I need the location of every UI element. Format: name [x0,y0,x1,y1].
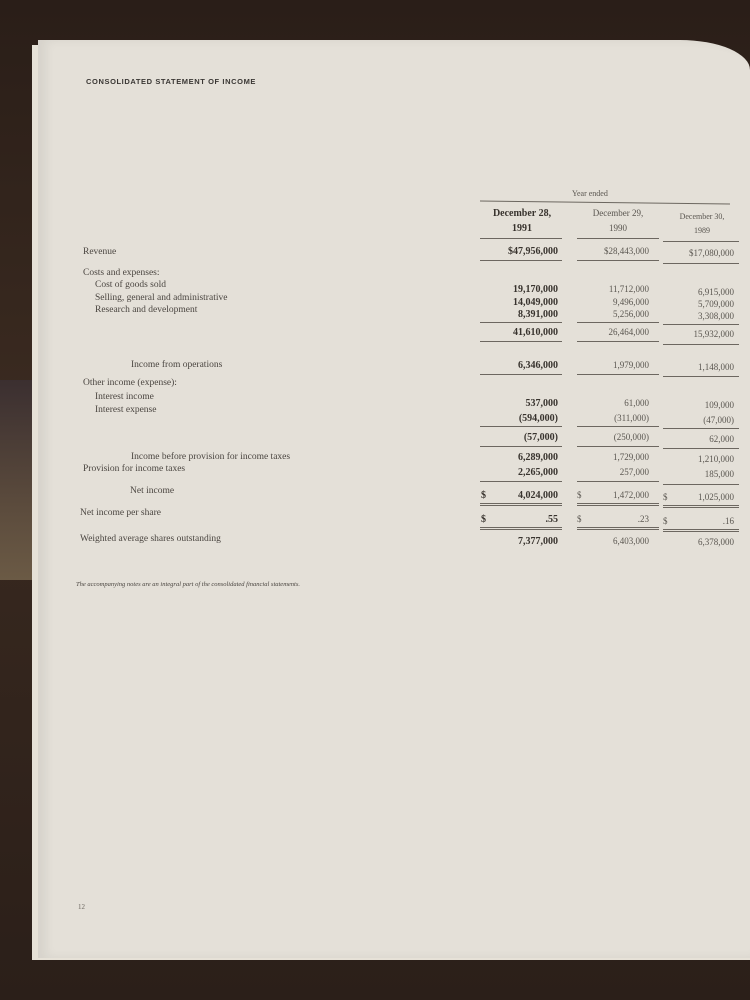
total-costs-1989: 15,932,000 [693,329,734,339]
eps-1989: .16 [722,516,734,526]
net-income-currency-3: $ [663,492,668,502]
total-costs-1991: 41,610,000 [513,327,558,338]
other-total-rule-2 [577,446,659,447]
income-before-tax-1989: 1,210,000 [698,454,734,464]
row-label-income-ops: Income from operations [131,360,223,370]
income-ops-1989: 1,148,000 [698,362,734,372]
other-total-rule-3 [663,448,739,449]
revenue-1990: $28,443,000 [604,246,649,256]
income-before-tax-1991: 6,289,000 [518,452,558,463]
eps-double-rule-2 [577,527,659,530]
row-label-shares: Weighted average shares outstanding [80,534,221,544]
row-label-revenue: Revenue [83,247,117,257]
row-label-sga: Selling, general and administrative [95,293,228,303]
column-1-year: 1991 [512,223,532,234]
row-label-eps: Net income per share [80,508,161,518]
footnote: The accompanying notes are an integral part of the consolidated financial statements. [76,581,300,588]
row-label-income-before-tax: Income before provision for income taxes [131,452,291,462]
column-3-date: December 30, [679,212,725,221]
net-income-currency-2: $ [577,490,582,500]
row-label-rnd: Research and development [95,305,198,315]
total-costs-rule-3 [663,344,739,345]
revenue-rule-1 [480,260,562,261]
net-income-double-rule-2 [577,503,659,506]
row-label-other-header: Other income (expense): [83,378,177,388]
tax-rule-1 [480,481,562,482]
page-title: CONSOLIDATED STATEMENT OF INCOME [86,77,257,86]
net-income-1990: 1,472,000 [613,490,649,500]
income-ops-1991: 6,346,000 [518,360,558,371]
interest-expense-1990: (311,000) [614,413,649,423]
tax-1989: 185,000 [704,469,734,479]
interest-rule-3 [663,428,739,429]
rnd-1991: 8,391,000 [518,309,558,320]
shares-1991: 7,377,000 [518,536,558,547]
cogs-1991: 19,170,000 [513,284,558,295]
row-label-cogs: Cost of goods sold [95,280,166,290]
net-income-double-rule-3 [663,505,739,508]
eps-currency-1: $ [481,514,486,525]
rnd-1990: 5,256,000 [613,309,649,319]
period-header: Year ended [572,189,608,198]
interest-income-1990: 61,000 [624,398,649,408]
page-number: 12 [78,903,85,911]
costs-rule-3 [663,324,739,325]
shares-1990: 6,403,000 [613,536,649,546]
row-label-net-income: Net income [130,486,175,496]
other-total-1991: (57,000) [523,432,558,443]
interest-expense-1989: (47,000) [703,415,734,425]
cogs-1990: 11,712,000 [608,284,649,294]
sga-1989: 5,709,000 [698,299,734,309]
tax-1990: 257,000 [619,467,649,477]
revenue-1991: $47,956,000 [508,246,558,257]
row-label-interest-income: Interest income [95,392,154,402]
interest-income-1991: 537,000 [525,398,558,409]
ops-rule-1 [480,374,562,375]
net-income-1991: 4,024,000 [518,490,558,501]
table-surface [0,380,34,580]
total-costs-1990: 26,464,000 [608,327,649,337]
eps-currency-2: $ [577,514,582,524]
row-label-tax: Provision for income taxes [83,464,186,474]
net-income-double-rule-1 [480,503,562,506]
col1-header-rule [480,238,562,239]
income-before-tax-1990: 1,729,000 [613,452,649,462]
ops-rule-2 [577,374,659,375]
rnd-1989: 3,308,000 [698,311,734,321]
costs-rule-1 [480,322,562,323]
tax-rule-3 [663,484,739,485]
cogs-1989: 6,915,000 [698,287,734,297]
eps-double-rule-3 [663,529,739,532]
sga-1991: 14,049,000 [513,297,558,308]
column-1-date: December 28, [492,208,552,219]
col3-header-rule [663,241,739,242]
eps-1990: .23 [637,514,649,524]
interest-rule-1 [480,426,562,427]
revenue-1989: $17,080,000 [689,248,734,258]
total-costs-rule-1 [480,341,562,342]
shares-1989: 6,378,000 [698,537,734,547]
net-income-1989: 1,025,000 [698,492,734,502]
eps-double-rule-1 [480,527,562,530]
other-total-1990: (250,000) [613,432,649,442]
interest-expense-1991: (594,000) [518,413,558,424]
row-label-costs-header: Costs and expenses: [83,268,160,278]
tax-rule-2 [577,481,659,482]
eps-1991: .55 [545,514,558,525]
column-2-year: 1990 [609,223,627,233]
other-total-1989: 62,000 [709,434,734,444]
total-costs-rule-2 [577,341,659,342]
ops-rule-3 [663,376,739,377]
interest-rule-2 [577,426,659,427]
costs-rule-2 [577,322,659,323]
interest-income-1989: 109,000 [704,400,734,410]
net-income-currency-1: $ [481,490,486,501]
column-2-date: December 29, [592,208,644,218]
income-ops-1990: 1,979,000 [613,360,649,370]
sga-1990: 9,496,000 [613,297,649,307]
other-total-rule-1 [480,446,562,447]
tax-1991: 2,265,000 [518,467,558,478]
revenue-rule-2 [577,260,659,261]
revenue-rule-3 [663,263,739,264]
eps-currency-3: $ [663,516,668,526]
column-3-year: 1989 [694,226,710,235]
row-label-interest-expense: Interest expense [95,405,157,415]
col2-header-rule [577,238,659,239]
